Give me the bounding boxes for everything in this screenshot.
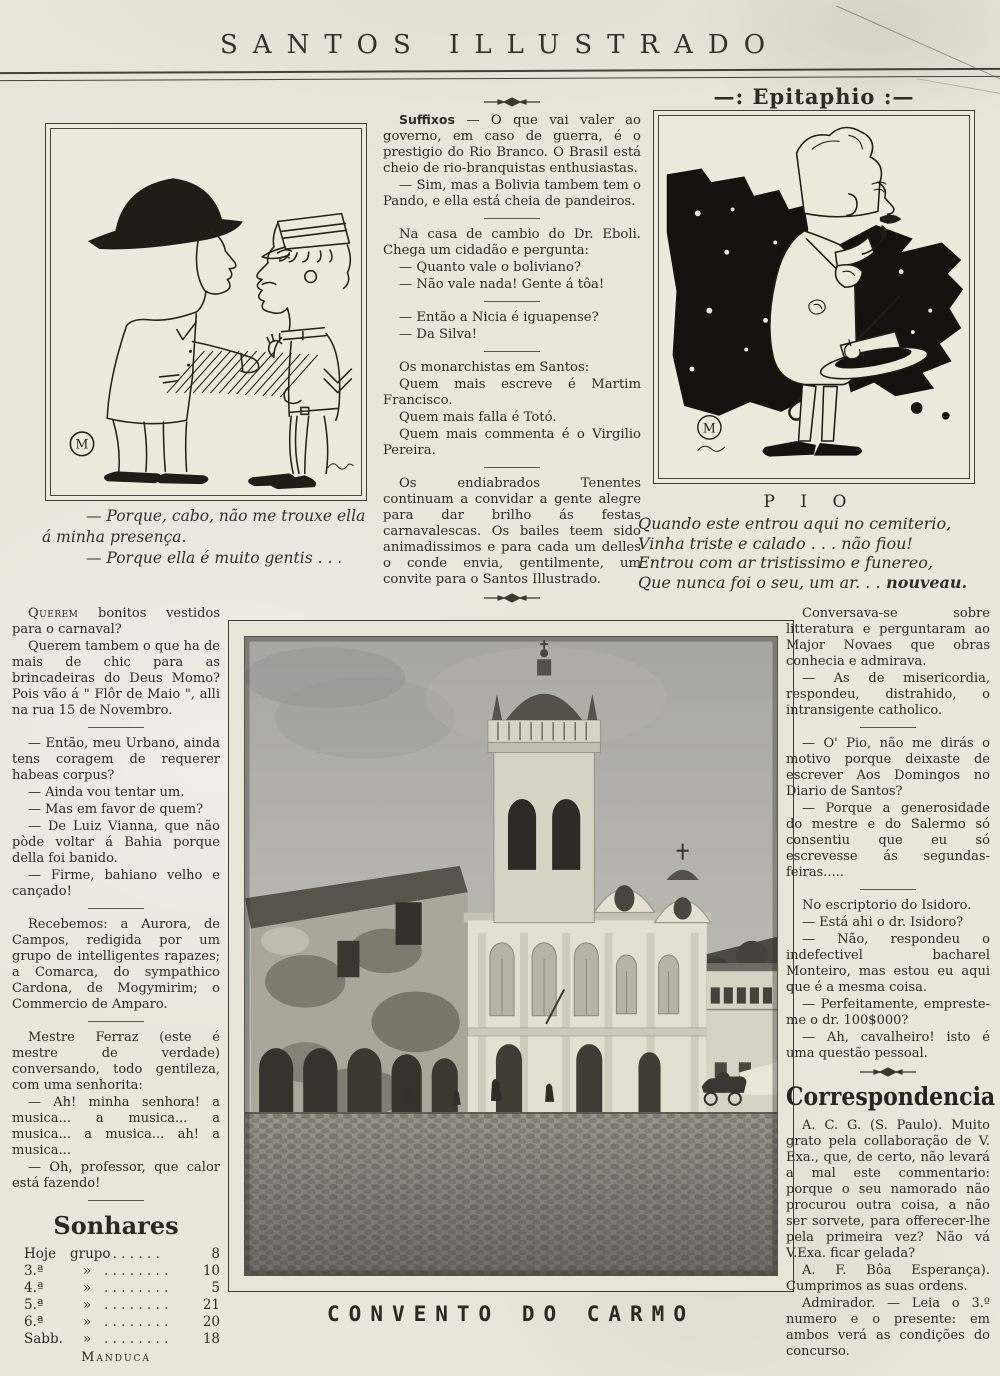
epitaphio-poem bbox=[632, 514, 998, 592]
pio-caption: P I O bbox=[763, 492, 857, 512]
sonhares-word: » bbox=[82, 1263, 92, 1279]
paragraph: — Então a Nicia é iguapense? bbox=[399, 310, 599, 325]
sonhares-word: » bbox=[82, 1314, 92, 1330]
sonhares-value: 8 bbox=[211, 1246, 220, 1262]
poem-line: Quando este entrou aqui no cemiterio, bbox=[638, 514, 952, 533]
sonhares-title: Sonhares bbox=[53, 1211, 179, 1240]
sonhares-word: grupo bbox=[70, 1246, 111, 1262]
ornament-icon bbox=[482, 592, 542, 604]
paragraph-text: — O que vai valer ao governo, em caso de guerra, é o prestigio do Rio Branco. O Brasil está cheio de rio-branquistas enthusiastas. bbox=[383, 113, 641, 176]
sonhares-row bbox=[12, 1297, 220, 1314]
artist-monogram: M bbox=[75, 436, 89, 452]
photo-caption: CONVENTO DO CARMO bbox=[327, 1302, 695, 1326]
sonhares-day: 4.ª bbox=[24, 1280, 44, 1296]
sonhares-word: » bbox=[82, 1331, 92, 1347]
sonhares-value: 5 bbox=[211, 1280, 220, 1296]
divider-rule bbox=[88, 1021, 144, 1022]
correspondencia-paragraph: A. C. G. (S. Paulo). Muito grato pela collaboração de V. Exa., que, de certo, não levará a mal este commentario: porque o seu namorado não procurou outra coisa, a não ser sorvete, para offerecer-lhe pela primeira vez? Não vá V.Exa. ficar gelada? bbox=[786, 1118, 990, 1261]
paragraph: Recebemos: a Aurora, de Campos, redigida por um grupo de intelligentes rapazes; a Comarca, do sympathico Cardona, de Mogymirim; o Commercio de Amparo. bbox=[12, 917, 220, 1012]
sonhares-day: Hoje bbox=[24, 1246, 57, 1262]
sonhares-signature: Manduca bbox=[81, 1350, 151, 1365]
sonhares-dots: . . . . . . . . bbox=[104, 1263, 169, 1279]
photo-frame bbox=[228, 620, 794, 1292]
sonhares-word: » bbox=[82, 1297, 92, 1313]
right-column bbox=[786, 606, 996, 1361]
paragraph: — Não vale nada! Gente á tôa! bbox=[399, 277, 605, 292]
sonhares-row bbox=[12, 1314, 220, 1331]
poem-line-text: Que nunca foi o seu, um ar. . . bbox=[638, 572, 881, 592]
paragraph: Quem mais falla é Totó. bbox=[399, 410, 557, 425]
cartoon-left-caption bbox=[42, 506, 372, 569]
paragraph: — Ainda vou tentar um. bbox=[28, 785, 185, 800]
paragraph: Os endiabrados Tenentes continuam a convidar a gente alegre para dar brilho ás festas carnavalescas. Os bailes teem sido animadissimos e para cada um delles o conde envia, gentilmente, um convite para o Santos Illustrado. bbox=[383, 476, 641, 587]
paragraph: — O' Pio, não me dirás o motivo porque deixaste de escrever Aos Domingos no Diario de Santos? bbox=[786, 736, 990, 799]
paragraph: — As de misericordia, respondeu, distrahido, o intransigente catholico. bbox=[786, 671, 990, 718]
sonhares-dots: . . . . . . . . bbox=[104, 1314, 169, 1330]
paragraph: Os monarchistas em Santos: bbox=[399, 360, 590, 375]
caption-line: — Porque, cabo, não me trouxe ella bbox=[86, 507, 366, 525]
paragraph bbox=[383, 112, 641, 177]
correspondencia-title: Correspondencia bbox=[786, 1082, 996, 1112]
paragraph: Na casa de cambio do Dr. Eboli. Chega um cidadão e pergunta: bbox=[383, 227, 641, 258]
divider-rule bbox=[860, 889, 916, 890]
paragraph: — Então, meu Urbano, ainda tens coragem de requerer habeas corpus? bbox=[12, 736, 220, 783]
paragraph: Quem mais commenta é o Virgilio Pereira. bbox=[383, 427, 641, 458]
sonhares-value: 10 bbox=[202, 1263, 220, 1279]
poem-line bbox=[638, 573, 998, 593]
poem-line: Entrou com ar tristissimo e funereo, bbox=[638, 553, 933, 572]
paragraph: Quem mais escreve é Martim Francisco. bbox=[383, 377, 641, 408]
divider-rule bbox=[484, 467, 540, 468]
caption-line: — Porque ella é muito gentis . . . bbox=[86, 549, 343, 567]
sonhares-day: 5.ª bbox=[24, 1297, 44, 1313]
paragraph: — Ah! minha senhora! a musica... a musica... a musica... a musica... ah! a musica... bbox=[12, 1095, 220, 1158]
divider-rule bbox=[88, 1200, 144, 1201]
paragraph: Conversava-se sobre litteratura e perguntaram ao Major Novaes que obras conhecia e admirava. bbox=[786, 606, 990, 669]
divider-rule bbox=[484, 351, 540, 352]
masthead-title: SANTOS ILLUSTRADO bbox=[219, 30, 781, 60]
paragraph: — Ah, cavalheiro! isto é uma questão pessoal. bbox=[786, 1030, 990, 1061]
sonhares-value: 21 bbox=[202, 1297, 220, 1313]
paragraph: — Mas em favor de quem? bbox=[28, 802, 204, 817]
sonhares-dots: . . . . . . . . bbox=[104, 1297, 169, 1313]
sonhares-day: Sabb. bbox=[24, 1331, 63, 1347]
paragraph-lead: Suffixos bbox=[399, 112, 455, 127]
sonhares-dots: . . . . . . . bbox=[104, 1246, 160, 1262]
masthead-rule bbox=[0, 68, 1000, 81]
correspondencia-paragraph: Admirador. — Leia o 3.º numero e o presente: em ambos verá as condições do concurso. bbox=[786, 1296, 990, 1359]
paragraph-lead: Querem bbox=[28, 606, 79, 621]
paragraph: — Firme, bahiano velho e cançado! bbox=[12, 868, 220, 899]
paragraph: — Está ahi o dr. Isidoro? bbox=[802, 915, 964, 930]
poem-line: Vinha triste e calado . . . não fiou! bbox=[638, 533, 913, 553]
correspondencia-paragraph: A. F. Bôa Esperança). Cumprimos as suas ordens. bbox=[786, 1263, 990, 1294]
sonhares-row bbox=[12, 1263, 220, 1280]
paragraph: — Oh, professor, que calor está fazendo! bbox=[12, 1160, 220, 1191]
paragraph: — Não, respondeu o indefectivel bacharel Monteiro, mas estou eu aqui que é a mesma coisa. bbox=[786, 932, 990, 995]
paragraph: — Sim, mas a Bolivia tambem tem o Pando, e ella está cheia de pandeiros. bbox=[383, 178, 641, 209]
paragraph: — Perfeitamente, empreste-me o dr. 100$000? bbox=[786, 997, 990, 1028]
paragraph bbox=[12, 606, 220, 638]
cartoon-frame-right bbox=[653, 110, 975, 484]
convento-do-carmo-photo bbox=[244, 636, 778, 1276]
paragraph: — Da Silva! bbox=[399, 327, 478, 342]
divider-rule bbox=[88, 908, 144, 909]
paragraph: — Porque a generosidade do mestre e do Salermo só consentiu que eu só escrevesse ás segundas-feiras..... bbox=[786, 801, 990, 880]
divider-rule bbox=[484, 218, 540, 219]
paragraph: — Quanto vale o boliviano? bbox=[399, 260, 581, 275]
sonhares-dots: . . . . . . . . bbox=[104, 1280, 169, 1296]
sonhares-word: » bbox=[82, 1280, 92, 1296]
sonhares-dots: . . . . . . . . bbox=[104, 1331, 169, 1347]
poem-line-bold: nouveau. bbox=[880, 572, 968, 592]
sonhares-row bbox=[12, 1246, 220, 1263]
sonhares-day: 6.ª bbox=[24, 1314, 44, 1330]
ornament-icon bbox=[482, 96, 542, 108]
sonhares-value: 18 bbox=[202, 1331, 220, 1347]
sonhares-row bbox=[12, 1331, 220, 1348]
paragraph-text: bonitos vestidos para o carnaval? bbox=[12, 606, 220, 637]
sonhares-day: 3.ª bbox=[24, 1263, 44, 1279]
sonhares-row bbox=[12, 1280, 220, 1297]
cartoon-pio-illustration bbox=[659, 116, 969, 478]
center-column bbox=[383, 92, 641, 608]
divider-rule bbox=[860, 727, 916, 728]
divider-rule bbox=[484, 301, 540, 302]
paragraph: Querem tambem o que ha de mais de chic para as brincadeiras do Deus Momo? Pois vão á " Flôr de Maio ", alli na rua 15 de Novembro. bbox=[12, 639, 220, 718]
ornament-icon bbox=[858, 1066, 918, 1078]
cartoon-two-men-illustration bbox=[51, 129, 361, 495]
divider-rule bbox=[88, 727, 144, 728]
cartoon-frame-left bbox=[45, 123, 367, 501]
paragraph: Mestre Ferraz (este é mestre de verdade) conversando, todo gentileza, com uma senhorita: bbox=[12, 1030, 220, 1093]
paragraph: — De Luiz Vianna, que não pòde voltar á Bahia porque della foi banido. bbox=[12, 819, 220, 866]
artist-monogram: M bbox=[702, 420, 716, 436]
epitaphio-heading: —: Epitaphio :— bbox=[713, 84, 915, 109]
paragraph: No escriptorio do Isidoro. bbox=[802, 898, 972, 913]
caption-line: á minha presença. bbox=[42, 528, 187, 546]
left-column bbox=[12, 606, 220, 1365]
sonhares-value: 20 bbox=[202, 1314, 220, 1330]
